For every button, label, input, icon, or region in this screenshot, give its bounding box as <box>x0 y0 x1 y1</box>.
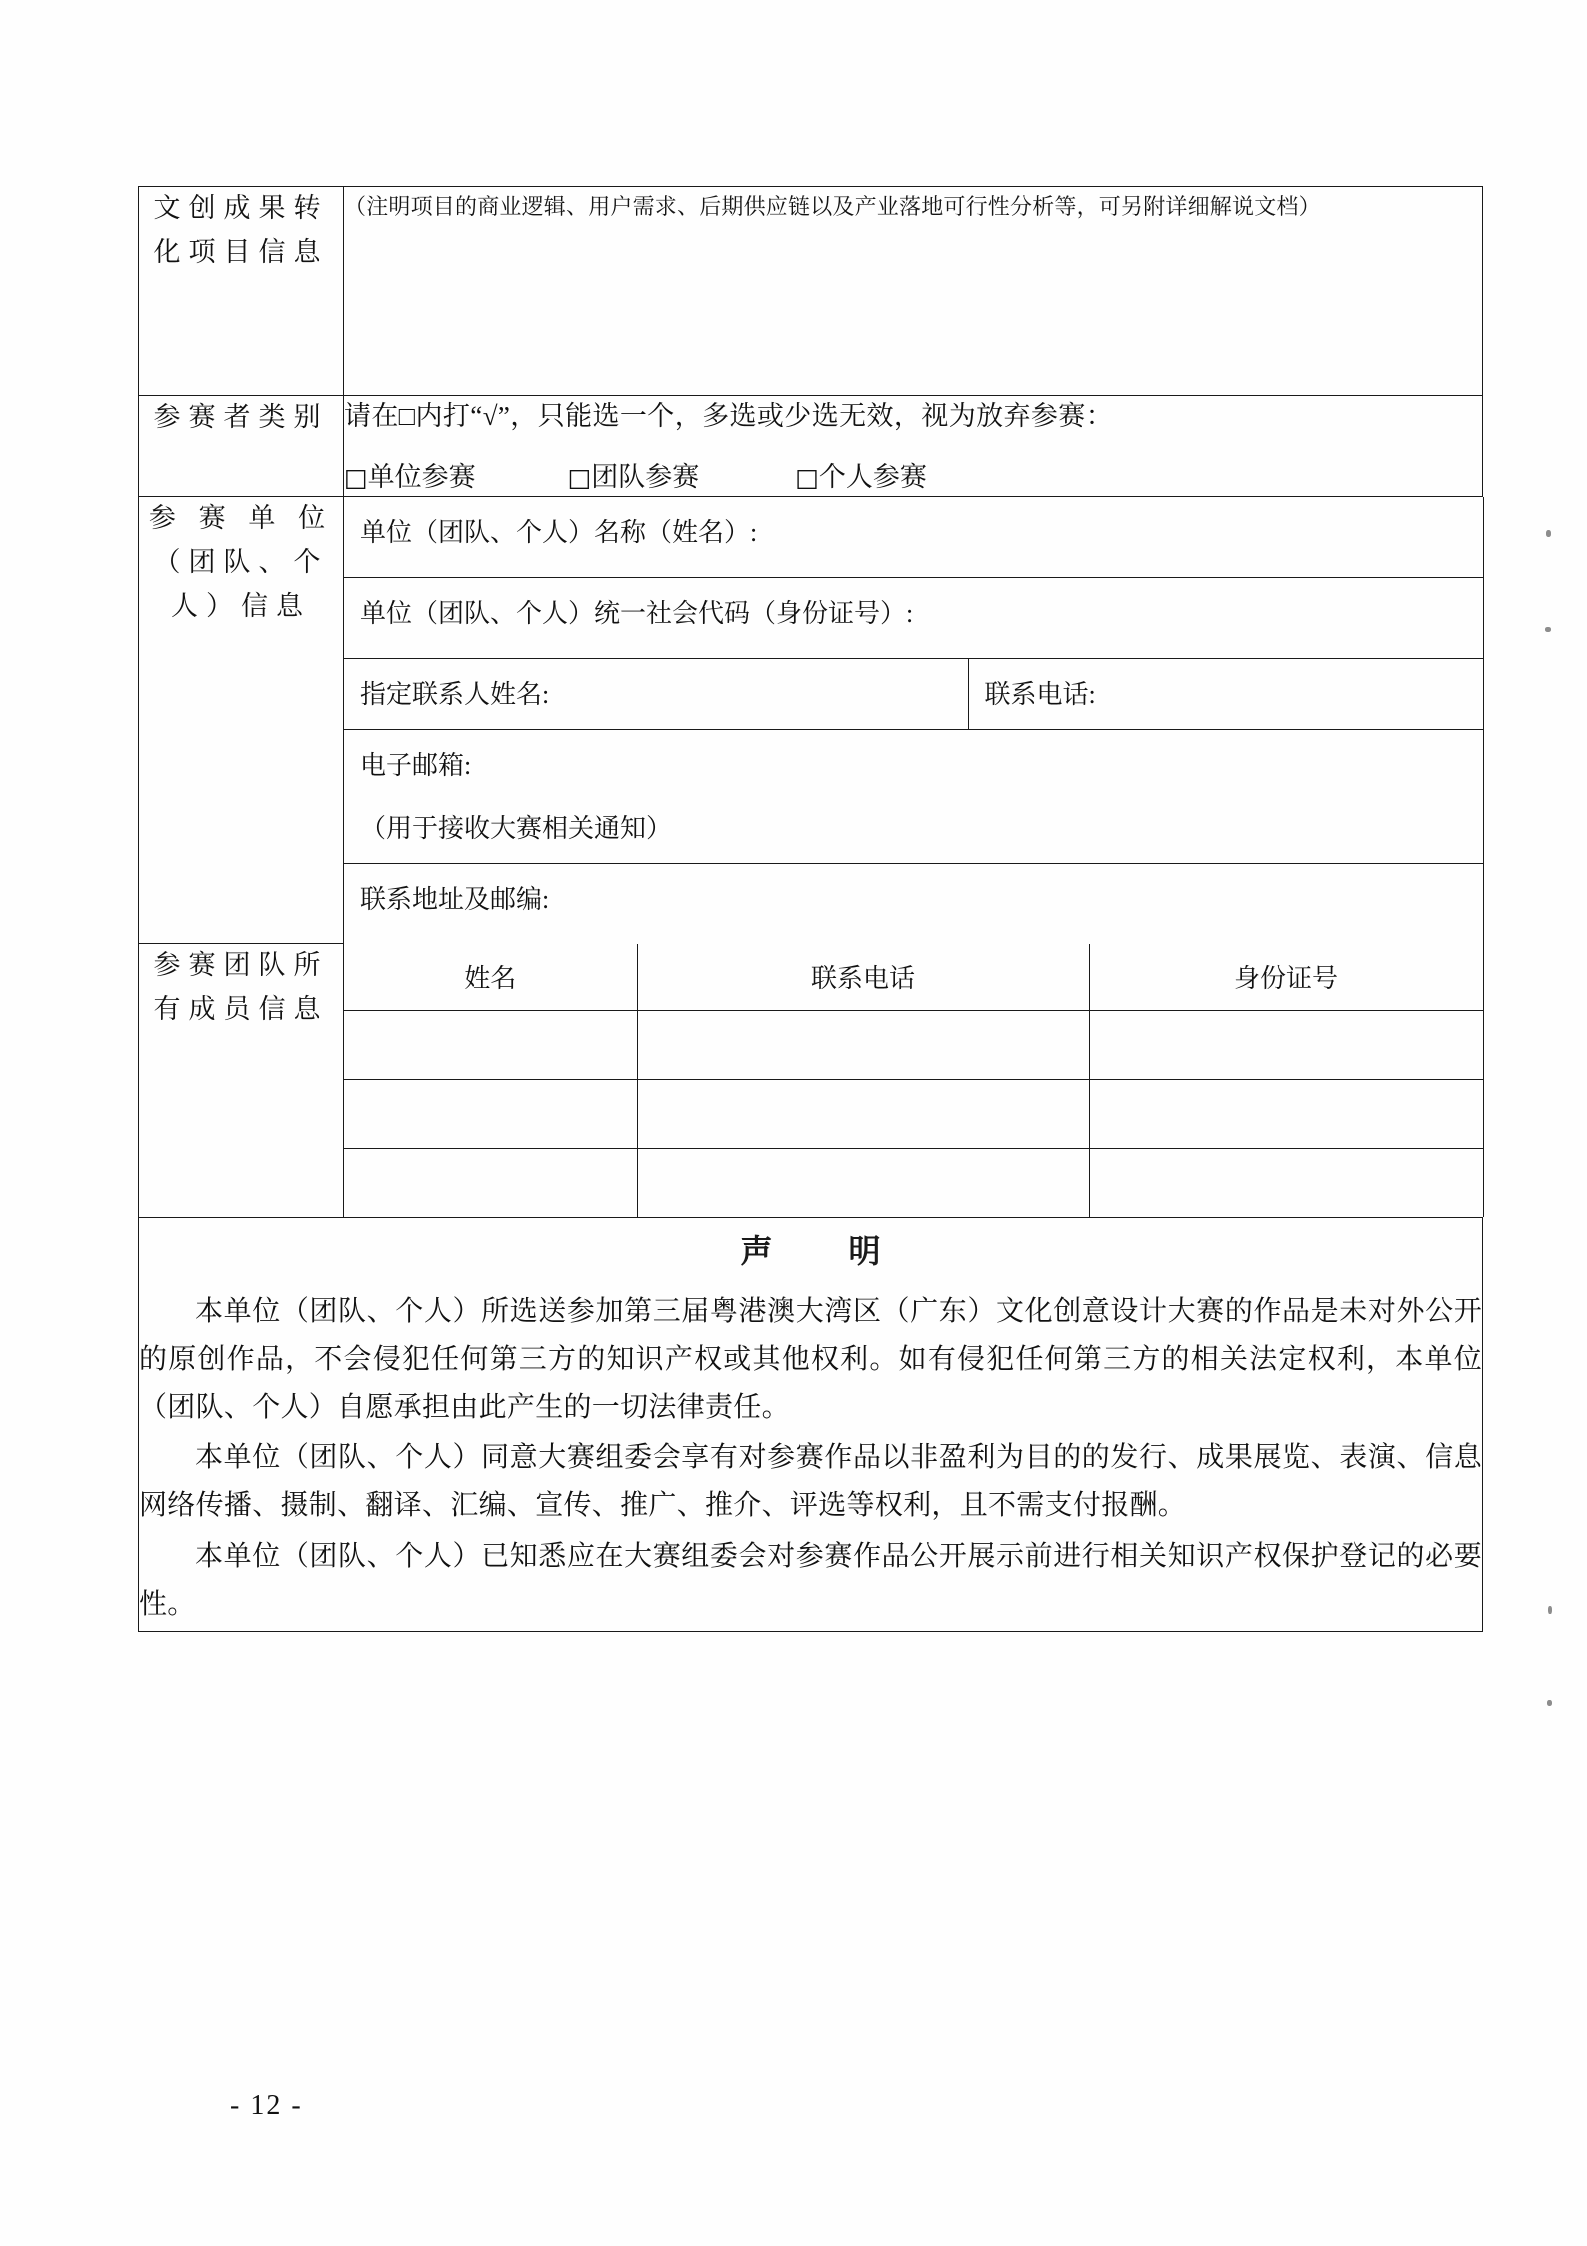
member-name-cell[interactable] <box>344 1148 637 1217</box>
table-header-row <box>344 944 1483 1011</box>
row-label-line: 参赛团队所 <box>153 950 329 981</box>
row-label-line: 参赛者类别 <box>153 402 329 432</box>
row-label-line: （团队、个 <box>153 547 329 578</box>
row-label-unit-info <box>139 497 344 944</box>
table-row-project-info <box>139 187 1483 396</box>
table-row-unit-info <box>139 497 1483 944</box>
row-label-line: 人）信息 <box>171 590 311 621</box>
field-contact-name[interactable] <box>344 659 968 730</box>
category-option-group <box>344 459 1482 497</box>
row-label-line: 有成员信息 <box>153 994 329 1025</box>
table-row <box>344 1010 1483 1079</box>
field-row-name <box>344 497 1483 578</box>
category-instruction: 请在□内打“√”，只能选一个，多选或少选无效，视为放弃参赛： <box>344 401 1114 431</box>
checkbox-label: 团队参赛 <box>591 461 700 492</box>
project-info-note: （注明项目的商业逻辑、用户需求、后期供应链以及产业落地可行性分析等，可另附详细解说文档） <box>344 194 1321 219</box>
scan-artifact <box>1548 1606 1552 1614</box>
table-row-declaration <box>139 1217 1483 1631</box>
member-phone-cell[interactable] <box>637 1079 1089 1148</box>
checkbox-option-team[interactable] <box>568 459 700 497</box>
checkbox-label: 单位参赛 <box>367 461 476 492</box>
declaration-paragraph: 本单位（团队、个人）同意大赛组委会享有对参赛作品以非盈利为目的的发行、成果展览、表演、信息网络传播、摄制、翻译、汇编、宣传、推广、推介、评选等权利，且不需支付报酬。 <box>139 1442 1482 1522</box>
row-label-team-members <box>139 944 344 1218</box>
table-row-participant-category <box>139 396 1483 497</box>
member-id-cell[interactable] <box>1089 1148 1483 1217</box>
column-header-id: 身份证号 <box>1089 944 1483 1011</box>
field-address[interactable] <box>344 863 1483 944</box>
table-row <box>344 1148 1483 1217</box>
field-label: 单位（团队、个人）名称（姓名）: <box>360 518 758 548</box>
checkbox-icon[interactable]: □ <box>567 462 592 492</box>
page-number: - 12 - <box>230 2090 303 2121</box>
column-header-name: 姓名 <box>344 944 637 1011</box>
row-label-line: 化项目信息 <box>153 236 329 267</box>
member-phone-cell[interactable] <box>637 1148 1089 1217</box>
field-label: 联系地址及邮编: <box>360 884 550 914</box>
participant-category-area <box>344 396 1483 497</box>
field-label: 电子邮箱: <box>360 750 472 780</box>
unit-info-table <box>344 497 1484 944</box>
field-credit-code[interactable] <box>344 578 1483 659</box>
field-email-note: （用于接收大赛相关通知） <box>360 814 673 844</box>
checkbox-icon[interactable]: □ <box>344 462 368 492</box>
table-row <box>344 1079 1483 1148</box>
checkbox-label: 个人参赛 <box>818 461 927 492</box>
checkbox-option-unit[interactable] <box>344 459 476 497</box>
scan-artifact <box>1547 1700 1552 1706</box>
checkbox-option-individual[interactable] <box>795 459 927 497</box>
project-info-input-area[interactable] <box>344 187 1483 396</box>
declaration-paragraph: 本单位（团队、个人）已知悉应在大赛组委会对参赛作品公开展示前进行相关知识产权保护登记的必要性。 <box>139 1540 1482 1620</box>
field-unit-name[interactable] <box>344 497 1483 578</box>
member-id-cell[interactable] <box>1089 1079 1483 1148</box>
checkbox-icon[interactable]: □ <box>795 462 819 492</box>
member-phone-cell[interactable] <box>637 1010 1089 1079</box>
member-id-cell[interactable] <box>1089 1010 1483 1079</box>
row-label-participant-category <box>139 396 344 497</box>
team-members-container <box>344 944 1483 1218</box>
row-label-line: 文创成果转 <box>153 193 329 223</box>
declaration-paragraph: 本单位（团队、个人）所选送参加第三届粤港澳大湾区（广东）文化创意设计大赛的作品是未对外公开的原创作品，不会侵犯任何第三方的知识产权或其他权利。如有侵犯任何第三方的相关法定权利，本单位（团队、个人）自愿承担由此产生的一切法律责任。 <box>139 1295 1482 1424</box>
team-members-table <box>344 944 1484 1217</box>
member-name-cell[interactable] <box>344 1079 637 1148</box>
row-label-line: 参 赛 单 位 <box>148 503 334 534</box>
member-name-cell[interactable] <box>344 1010 637 1079</box>
field-email[interactable] <box>344 729 1483 863</box>
field-label: 单位（团队、个人）统一社会代码（身份证号）: <box>360 599 914 629</box>
field-row-address <box>344 863 1483 944</box>
unit-info-fields-container <box>344 497 1483 944</box>
field-row-contact <box>344 659 1483 730</box>
field-label: 指定联系人姓名: <box>360 680 550 710</box>
field-row-email <box>344 729 1483 863</box>
field-contact-phone[interactable] <box>968 659 1483 730</box>
declaration-section <box>139 1217 1483 1631</box>
table-row-team-members <box>139 944 1483 1218</box>
scan-artifact <box>1546 530 1551 537</box>
declaration-title: 声 明 <box>740 1232 903 1269</box>
registration-form-table <box>138 186 1483 1632</box>
field-label: 联系电话: <box>984 680 1096 710</box>
row-label-project-info <box>139 187 344 396</box>
field-row-credit-code <box>344 578 1483 659</box>
column-header-phone: 联系电话 <box>637 944 1089 1011</box>
scan-artifact <box>1545 627 1551 632</box>
